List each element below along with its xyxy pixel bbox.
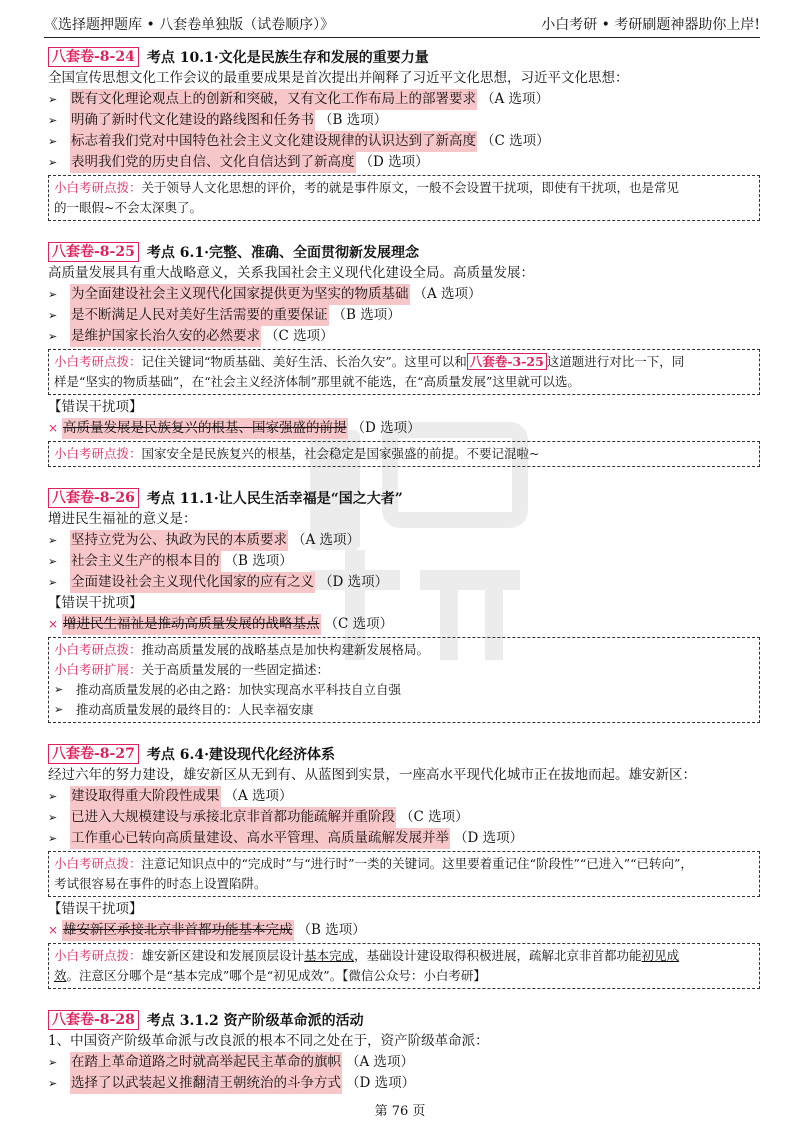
intro-text: 1、中国资产阶级革命派与改良派的根本不同之处在于，资产阶级革命派： bbox=[48, 1033, 489, 1049]
section-title: 考点 10.1·文化是民族生存和发展的重要力量 bbox=[146, 50, 429, 66]
question-8-25 bbox=[48, 241, 760, 467]
tip-box bbox=[48, 175, 760, 221]
arrow-bullet-icon: ➢ bbox=[48, 156, 58, 169]
item-text: 是不断满足人民对美好生活需要的重要保证 bbox=[70, 305, 329, 326]
option-label: （D 选项） bbox=[319, 574, 389, 590]
question-tag: 八套卷-8-28 bbox=[48, 1010, 139, 1030]
cross-icon: × bbox=[48, 923, 59, 937]
option-label: （B 选项） bbox=[319, 112, 388, 128]
section-title: 考点 3.1.2 资产阶级革命派的活动 bbox=[146, 1013, 364, 1029]
wrong-options-heading: 【错误干扰项】 bbox=[48, 595, 143, 611]
question-8-26 bbox=[48, 487, 760, 723]
tip-box bbox=[48, 637, 760, 723]
underlined-text: 效 bbox=[54, 968, 67, 983]
tip-text: 的一眼假~不会太深奥了。 bbox=[54, 200, 202, 215]
wrong-option bbox=[48, 920, 760, 941]
arrow-bullet-icon: ➢ bbox=[48, 1077, 58, 1090]
arrow-bullet-icon: ➢ bbox=[54, 683, 64, 696]
header-right: 小白考研 • 考研刷题神器助你上岸! bbox=[541, 17, 760, 33]
option-label: （C 选项） bbox=[265, 328, 334, 344]
tip-text: 关于高质量发展的一些固定描述： bbox=[141, 662, 330, 677]
question-8-27 bbox=[48, 743, 760, 989]
tip-text: 推动高质量发展的必由之路：加快实现高水平科技自立自强 bbox=[76, 682, 402, 697]
intro-text: 高质量发展具有重大战略意义，关系我国社会主义现代化建设全局。高质量发展： bbox=[48, 265, 534, 281]
option-label: （D 选项） bbox=[346, 1075, 416, 1091]
list-item bbox=[48, 572, 760, 593]
underlined-text: 基本完成 bbox=[304, 948, 355, 963]
option-label: （D 选项） bbox=[351, 420, 421, 436]
option-label: （A 选项） bbox=[346, 1054, 415, 1070]
question-tag: 八套卷-8-27 bbox=[48, 744, 139, 764]
list-item bbox=[48, 1052, 760, 1073]
list-item bbox=[48, 284, 760, 305]
list-item bbox=[48, 530, 760, 551]
page-number: 第 76 页 bbox=[374, 1104, 426, 1119]
section-heading bbox=[48, 46, 760, 68]
tip-label: 小白考研点拨： bbox=[54, 856, 142, 871]
tip-text: 雄安新区建设和发展顶层设计 bbox=[141, 948, 305, 963]
item-text: 已进入大规模建设与承接北京非首都功能疏解并重阶段 bbox=[70, 807, 396, 828]
option-label: （D 选项） bbox=[454, 830, 524, 846]
tip-text: 国家安全是民族复兴的根基，社会稳定是国家强盛的前提。不要记混啦~ bbox=[141, 446, 540, 461]
question-tag: 八套卷-8-24 bbox=[48, 47, 139, 67]
arrow-bullet-icon: ➢ bbox=[48, 811, 58, 824]
section-heading bbox=[48, 743, 760, 765]
list-item bbox=[48, 786, 760, 807]
item-text: 坚持立党为公、执政为民的本质要求 bbox=[70, 530, 288, 551]
tip-label: 小白考研点拨： bbox=[54, 948, 142, 963]
tip-text: 注意记知识点中的“完成时”与“进行时”一类的关键词。这里要着重记住“阶段性”“已进入”“已转向”， bbox=[141, 856, 693, 871]
tip-box bbox=[48, 441, 760, 467]
section-title: 考点 6.1·完整、准确、全面贯彻新发展理念 bbox=[146, 245, 419, 261]
option-label: （A 选项） bbox=[292, 532, 361, 548]
tip-text: 推动高质量发展的最终目的：人民幸福安康 bbox=[76, 702, 314, 717]
arrow-bullet-icon: ➢ bbox=[48, 790, 58, 803]
list-item bbox=[48, 828, 760, 849]
arrow-bullet-icon: ➢ bbox=[48, 93, 58, 106]
list-item bbox=[48, 1073, 760, 1094]
tip-box bbox=[48, 349, 760, 395]
tip-list-item bbox=[54, 700, 754, 720]
item-text: 社会主义生产的根本目的 bbox=[70, 551, 221, 572]
option-label: （A 选项） bbox=[481, 91, 550, 107]
list-item bbox=[48, 89, 760, 110]
wrong-option-text: 高质量发展是民族复兴的根基、国家强盛的前提 bbox=[62, 418, 348, 439]
option-label: （A 选项） bbox=[413, 286, 482, 302]
cross-icon: × bbox=[48, 617, 59, 631]
arrow-bullet-icon: ➢ bbox=[48, 832, 58, 845]
underlined-text: 初见成 bbox=[641, 948, 680, 963]
question-tag: 八套卷-8-26 bbox=[48, 488, 139, 508]
arrow-bullet-icon: ➢ bbox=[48, 1056, 58, 1069]
question-8-24 bbox=[48, 46, 760, 221]
option-label: （B 选项） bbox=[332, 307, 401, 323]
tip-text: ，基础设计建设取得积极进展，疏解北京非首都功能 bbox=[354, 948, 642, 963]
intro-text: 经过六年的努力建设，雄安新区从无到有、从蓝图到实景，一座高水平现代化城市正在拔地而起。雄安新区： bbox=[48, 767, 696, 783]
arrow-bullet-icon: ➢ bbox=[54, 703, 64, 716]
tip-text: 考试很容易在事件的时态上设置陷阱。 bbox=[54, 876, 267, 891]
option-label: （A 选项） bbox=[224, 788, 293, 804]
option-label: （B 选项） bbox=[297, 922, 366, 938]
wrong-option-text: 雄安新区承接北京非首都功能基本完成 bbox=[62, 920, 294, 941]
arrow-bullet-icon: ➢ bbox=[48, 576, 58, 589]
item-text: 表明我们党的历史自信、文化自信达到了新高度 bbox=[70, 152, 356, 173]
tip-text: 。注意区分哪个是“基本完成”哪个是“初见成效”。【微信公众号：小白考研】 bbox=[66, 968, 486, 983]
tip-text: 这道题进行对比一下，同 bbox=[546, 354, 685, 369]
tip-list-item bbox=[54, 680, 754, 700]
header-left: 《选择题押题库 • 八套卷单独版（试卷顺序）》 bbox=[44, 17, 335, 33]
list-item bbox=[48, 326, 760, 347]
tip-label: 小白考研扩展： bbox=[54, 662, 142, 677]
question-8-28 bbox=[48, 1009, 760, 1094]
section-title: 考点 11.1·让人民生活幸福是“国之大者” bbox=[146, 491, 403, 507]
arrow-bullet-icon: ➢ bbox=[48, 534, 58, 547]
list-item bbox=[48, 131, 760, 152]
item-text: 工作重心已转向高质量建设、高水平管理、高质量疏解发展并举 bbox=[70, 828, 450, 849]
tip-text: 记住关键词“物质基础、美好生活、长治久安”。这里可以和 bbox=[141, 354, 467, 369]
question-tag: 八套卷-8-25 bbox=[48, 242, 139, 262]
cross-icon: × bbox=[48, 421, 59, 435]
arrow-bullet-icon: ➢ bbox=[48, 135, 58, 148]
item-text: 全面建设社会主义现代化国家的应有之义 bbox=[70, 572, 315, 593]
arrow-bullet-icon: ➢ bbox=[48, 309, 58, 322]
tip-text: 关于领导人文化思想的评价，考的就是事件原文，一般不会设置干扰项，即使有干扰项，也是常见 bbox=[141, 180, 680, 195]
arrow-bullet-icon: ➢ bbox=[48, 330, 58, 343]
item-text: 在踏上革命道路之时就高举起民主革命的旗帜 bbox=[70, 1052, 342, 1073]
item-text: 明确了新时代文化建设的路线图和任务书 bbox=[70, 110, 315, 131]
reference-tag-link[interactable]: 八套卷-3-25 bbox=[467, 353, 547, 370]
wrong-option-text: 增进民生福祉是推动高质量发展的战略基点 bbox=[62, 614, 321, 635]
wrong-options-heading: 【错误干扰项】 bbox=[48, 399, 143, 415]
item-text: 标志着我们党对中国特色社会主义文化建设规律的认识达到了新高度 bbox=[70, 131, 477, 152]
section-heading bbox=[48, 1009, 760, 1031]
page-header bbox=[44, 12, 760, 38]
list-item bbox=[48, 305, 760, 326]
intro-text: 全国宣传思想文化工作会议的最重要成果是首次提出并阐释了习近平文化思想，习近平文化思想： bbox=[48, 70, 629, 86]
page-content bbox=[48, 46, 760, 1114]
list-item bbox=[48, 110, 760, 131]
item-text: 建设取得重大阶段性成果 bbox=[70, 786, 221, 807]
option-label: （C 选项） bbox=[324, 616, 394, 632]
intro-text: 增进民生福祉的意义是： bbox=[48, 511, 197, 527]
tip-label: 小白考研点拨： bbox=[54, 354, 142, 369]
section-title: 考点 6.4·建设现代化经济体系 bbox=[146, 747, 335, 763]
item-text: 选择了以武装起义推翻清王朝统治的斗争方式 bbox=[70, 1073, 342, 1094]
tip-label: 小白考研点拨： bbox=[54, 180, 142, 195]
section-heading bbox=[48, 487, 760, 509]
item-text: 既有文化理论观点上的创新和突破，又有文化工作布局上的部署要求 bbox=[70, 89, 477, 110]
wrong-option bbox=[48, 614, 760, 635]
item-text: 为全面建设社会主义现代化国家提供更为坚实的物质基础 bbox=[70, 284, 410, 305]
list-item bbox=[48, 807, 760, 828]
tip-text: 样是“坚实的物质基础”，在“社会主义经济体制”那里就不能选，在“高质量发展”这里就可以选。 bbox=[54, 374, 580, 389]
tip-box bbox=[48, 943, 760, 989]
option-label: （C 选项） bbox=[400, 809, 469, 825]
wrong-options-heading: 【错误干扰项】 bbox=[48, 901, 143, 917]
tip-label: 小白考研点拨： bbox=[54, 446, 142, 461]
option-label: （D 选项） bbox=[359, 154, 429, 170]
tip-box bbox=[48, 851, 760, 897]
list-item bbox=[48, 152, 760, 173]
arrow-bullet-icon: ➢ bbox=[48, 114, 58, 127]
section-heading bbox=[48, 241, 760, 263]
option-label: （C 选项） bbox=[481, 133, 550, 149]
list-item bbox=[48, 551, 760, 572]
arrow-bullet-icon: ➢ bbox=[48, 555, 58, 568]
item-text: 是维护国家长治久安的必然要求 bbox=[70, 326, 261, 347]
arrow-bullet-icon: ➢ bbox=[48, 288, 58, 301]
wrong-option bbox=[48, 418, 760, 439]
tip-label: 小白考研点拨： bbox=[54, 642, 142, 657]
tip-text: 推动高质量发展的战略基点是加快构建新发展格局。 bbox=[141, 642, 430, 657]
option-label: （B 选项） bbox=[224, 553, 293, 569]
